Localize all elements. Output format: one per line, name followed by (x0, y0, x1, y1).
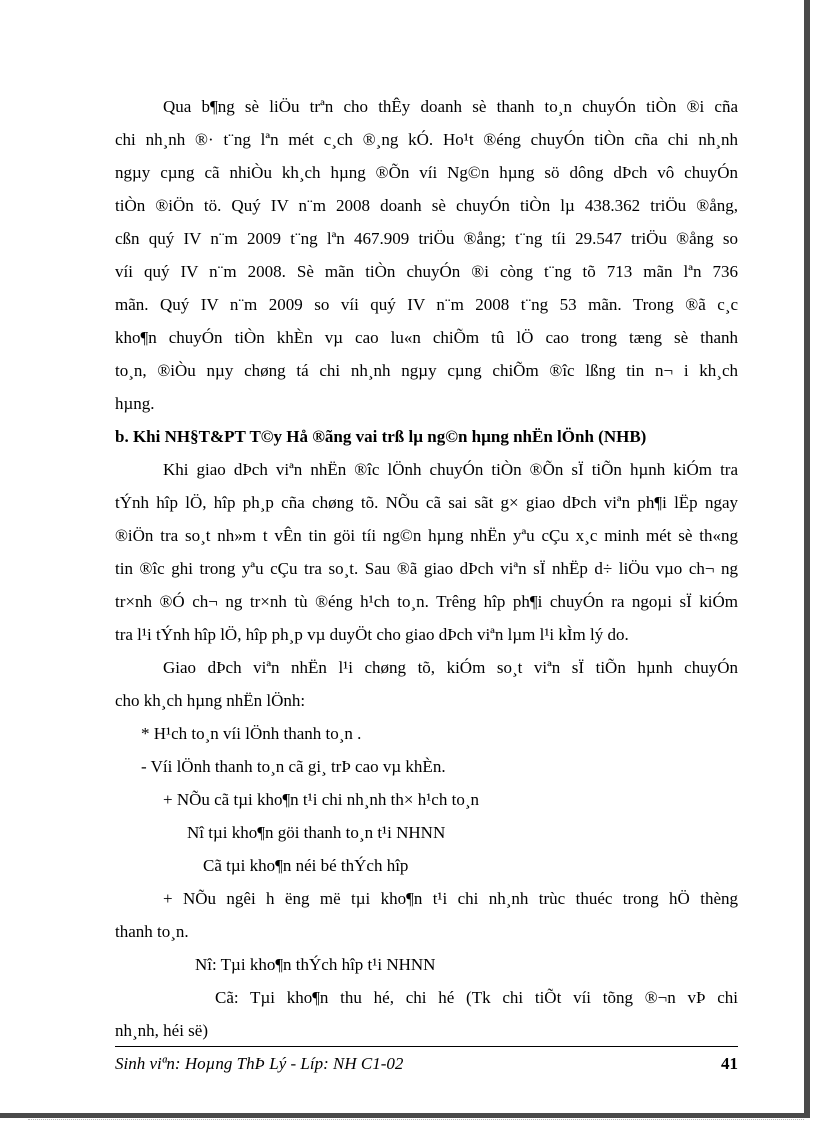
text-line: nh¸nh, héi së) (115, 1021, 209, 1040)
text-line: Nî: Tµi kho¶n thÝch hîp t¹i NHNN (195, 955, 436, 974)
text-line: + NÕu cã tµi kho¶n t¹i chi nh¸nh th× h¹ch to¸n (163, 790, 479, 809)
section-heading: b. Khi NH§T&PT T©y Hå ®ãng vai trß lµ ng©n hµng nhËn lÖnh (NHB) (115, 427, 647, 446)
text-line: - Víi lÖnh thanh to¸n cã gi¸ trÞ cao vµ khÈn. (141, 757, 446, 776)
text-line: cßn quý IV n¨m 2009 t¨ng lªn 467.909 triÖu ®ång; t¨ng tíi 29.547 triÖu ®ång so (115, 229, 738, 248)
text-line: Khi giao dÞch viªn nhËn ®îc lÖnh chuyÓn tiÒn ®Õn sÏ tiÕn hµnh kiÓm tra (163, 460, 738, 479)
text-line: tra l¹i tÝnh hîp lÖ, hîp ph¸p vµ duyÖt cho giao dÞch viªn lµm l¹i kÌm lý do. (115, 625, 629, 644)
text-line: cho kh¸ch hµng nhËn lÖnh: (115, 691, 306, 710)
text-line: mãn. Quý IV n¨m 2009 so víi quý IV n¨m 2008 t¨ng 53 mãn. Trong ®ã c¸c (115, 295, 738, 314)
page-edge-dots (28, 1119, 804, 1120)
text-line: ®iÖn tra so¸t nh»m t vÊn tin göi tíi ng©n hµng nhËn yªu cÇu x¸c minh mét sè th«ng (115, 526, 738, 545)
text-line: tr×nh ®Ó ch¬ ng tr×nh tù ®éng h¹ch to¸n. Trêng hîp ph¶i chuyÓn ra ngoµi sÏ kiÓm (115, 592, 738, 611)
page-number: 41 (721, 1054, 738, 1073)
text-line: tiÒn ®iÖn tö. Quý IV n¨m 2008 doanh sè chuyÓn tiÒn lµ 438.362 triÖu ®ång, (115, 196, 738, 215)
text-line: Giao dÞch viªn nhËn l¹i chøng tõ, kiÓm so¸t viªn sÏ tiÕn hµnh chuyÓn (163, 658, 738, 677)
text-line: chi nh¸nh ®· t¨ng lªn mét c¸ch ®¸ng kÓ. Ho¹t ®éng chuyÓn tiÒn cña chi nh¸nh (115, 130, 738, 149)
text-line: to¸n, ®iÒu nµy chøng tá chi nh¸nh ngµy cµng chiÕm ®îc lßng tin n¬ i kh¸ch (115, 361, 738, 380)
text-line: Qua b¶ng sè liÖu trªn cho thÊy doanh sè thanh to¸n chuyÓn tiÒn ®i cña (163, 97, 738, 116)
text-line: + NÕu ngêi h ëng më tµi kho¶n t¹i chi nh¸nh trùc thuéc trong hÖ thèng (163, 889, 738, 908)
text-line: Cã: Tµi kho¶n thu hé, chi hé (Tk chi tiÕt víi tõng ®¬n vÞ chi (215, 988, 738, 1007)
text-line: Nî tµi kho¶n göi thanh to¸n t¹i NHNN (187, 823, 446, 842)
document-body (115, 90, 738, 1047)
text-line: kho¶n chuyÓn tiÒn khÈn vµ cao lu«n chiÕm tû lÖ cao trong tæng sè thanh (115, 328, 738, 347)
footer-student-info: Sinh viªn: Hoµng ThÞ Lý - Líp: NH C1-02 (115, 1054, 404, 1073)
text-line: hµng. (115, 394, 155, 413)
footer-rule (115, 1046, 738, 1047)
text-line: tÝnh hîp lÖ, hîp ph¸p cña chøng tõ. NÕu cã sai sãt g× giao dÞch viªn ph¶i lËp ngay (115, 493, 738, 512)
text-line: Cã tµi kho¶n néi bé thÝch hîp (203, 856, 409, 875)
text-line: * H¹ch to¸n víi lÖnh thanh to¸n . (141, 724, 362, 743)
text-line: ngµy cµng cã nhiÒu kh¸ch hµng ®Õn víi Ng©n hµng sö dông dÞch vô chuyÓn (115, 163, 738, 182)
text-line: thanh to¸n. (115, 922, 189, 941)
text-line: víi quý IV n¨m 2008. Sè mãn tiÒn chuyÓn ®i còng t¨ng tõ 713 mãn lªn 736 (115, 262, 738, 281)
text-line: tin ®îc ghi trong yªu cÇu tra so¸t. Sau ®ã giao dÞch viªn sÏ nhËp d÷ liÖu vµo ch¬ ng (115, 559, 738, 578)
